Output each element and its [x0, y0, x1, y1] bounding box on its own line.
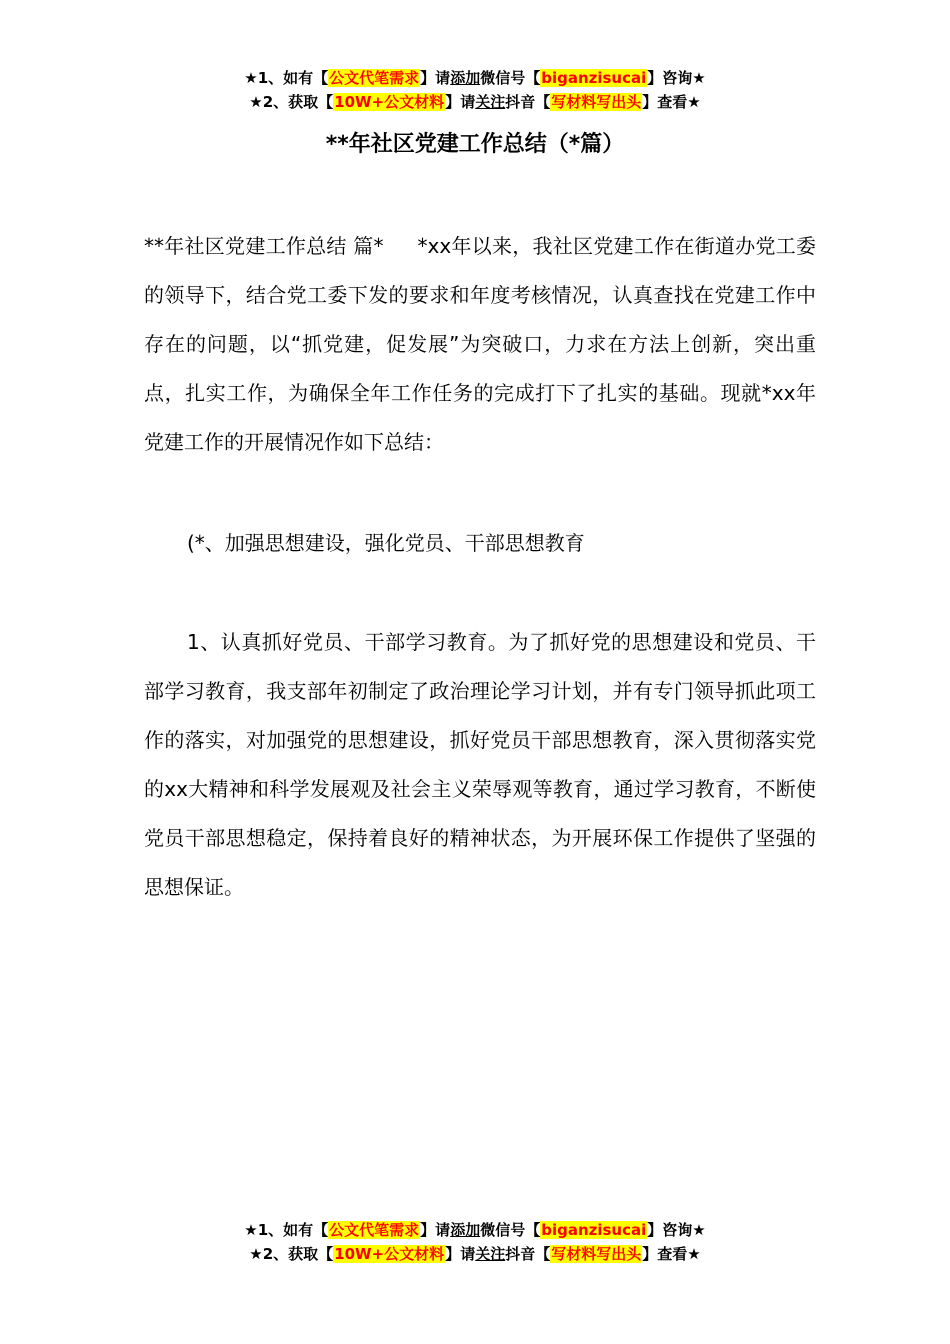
paragraph-intro-lead: **年社区党建工作总结 篇* [144, 234, 384, 258]
banner-line-2 [0, 90, 950, 114]
banner-text: 】请 [445, 1245, 476, 1263]
paragraph-intro [144, 222, 816, 467]
banner-highlight: 写材料写出头 [551, 93, 642, 111]
banner-underline: 添加 [450, 1221, 481, 1239]
banner-text: 】查看★ [642, 93, 701, 111]
paragraph-intro-text: *xx年以来，我社区党建工作在街道办党工委的领导下，结合党工委下发的要求和年度考核情况，认真查找在党建工作中存在的问题，以“抓党建，促发展”为突破口，力求在方法上创新，突出重点，扎实工作，为确保全年工作任务的完成打下了扎实的基础。现就*xx年党建工作的开展情况作如下总结： [144, 234, 816, 454]
banner-line-1 [0, 1218, 950, 1242]
banner-underline: 关注 [475, 93, 506, 111]
banner-text: ★2、获取【 [249, 93, 334, 111]
banner-underline: 添加 [450, 69, 481, 87]
banner-text: 抖音【 [505, 1245, 551, 1263]
banner-line-2 [0, 1242, 950, 1266]
banner-text: 抖音【 [505, 93, 551, 111]
banner-line-1 [0, 66, 950, 90]
banner-text: ★1、如有【 [244, 1221, 329, 1239]
banner-highlight: 10W+公文材料 [334, 93, 445, 111]
banner-text: 】查看★ [642, 1245, 701, 1263]
banner-highlight: 公文代笔需求 [329, 1221, 420, 1239]
banner-highlight: 10W+公文材料 [334, 1245, 445, 1263]
document-title: **年社区党建工作总结（*篇） [325, 132, 625, 157]
banner-text: 】请 [420, 69, 451, 87]
paragraph-study: 1、认真抓好党员、干部学习教育。为了抓好党的思想建设和党员、干部学习教育，我支部年初制定了政治理论学习计划，并有专门领导抓此项工作的落实，对加强党的思想建设，抓好党员干部思想教育，深入贯彻落实党的xx大精神和科学发展观及社会主义荣辱观等教育，通过学习教育，不断使党员干部思想稳定，保持着良好的精神状态，为开展环保工作提供了坚强的思想保证。 [144, 630, 816, 899]
banner-text: ★2、获取【 [249, 1245, 334, 1263]
banner-text: ★1、如有【 [244, 69, 329, 87]
banner-highlight: 写材料写出头 [551, 1245, 642, 1263]
banner-text: 微信号【 [480, 1221, 541, 1239]
footer-banner [0, 1218, 950, 1266]
header-banner [0, 66, 950, 114]
banner-text: 】咨询★ [647, 69, 706, 87]
banner-highlight: biganzisucai [541, 1221, 647, 1239]
banner-highlight: 公文代笔需求 [329, 69, 420, 87]
banner-underline: 关注 [475, 1245, 506, 1263]
banner-text: 】咨询★ [647, 1221, 706, 1239]
section-heading: (*、加强思想建设，强化党员、干部思想教育 [187, 531, 585, 555]
banner-text: 】请 [420, 1221, 451, 1239]
banner-highlight: biganzisucai [541, 69, 647, 87]
banner-text: 】请 [445, 93, 476, 111]
banner-text: 微信号【 [480, 69, 541, 87]
